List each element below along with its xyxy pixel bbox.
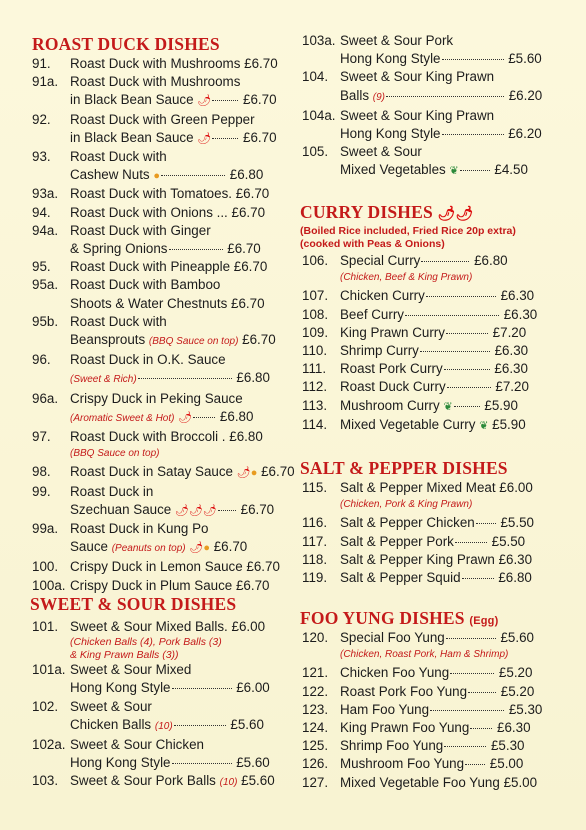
menu-item: 101. Sweet & Sour Mixed Balls. £6.00: [32, 619, 266, 634]
chili-icon: 🌶: [197, 95, 212, 108]
menu-item: 122. Roast Pork Foo Yung £5.20: [302, 683, 535, 699]
section-foo-yung: FOO YUNG DISHES (Egg) 120. Special Foo Yung £5.60 (Chicken, Roast Pork, Ham & Shrimp) 121. Chicken Foo Yung £5.20 122. Roast Pork Foo Yung £5.20 123. Ham Foo Yung £5.30 124. King Prawn Foo Yung £6.30 125. Shrimp Foo Yung £5.30 126. Mushroom Foo Yung £5.00 127. Mixed Vegetable Foo Yung £5.00: [296, 608, 586, 792]
section-title: SWEET & SOUR DISHES: [30, 594, 237, 614]
menu-item: 126. Mushroom Foo Yung £5.00: [302, 756, 524, 772]
menu-item: 95a. Roast Duck with Bamboo: [32, 277, 221, 293]
menu-item: 114. Mixed Vegetable Curry ❦ £5.90: [302, 416, 526, 432]
menu-item: 107. Chicken Curry £6.30: [302, 288, 535, 304]
chili-icon: 🌶: [189, 542, 204, 555]
chili-icon: 🌶: [197, 132, 212, 145]
menu-item: 111. Roast Pork Curry £6.30: [302, 361, 528, 377]
menu-item: 115. Salt & Pepper Mixed Meat £6.00: [302, 480, 533, 495]
menu-item: 91. Roast Duck with Mushrooms £6.70: [32, 56, 278, 71]
menu-item: 103a. Sweet & Sour Pork: [302, 33, 454, 48]
section-sweet-sour-cont: 103a. Sweet & Sour Pork Hong Kong Style £5.60 104. Sweet & Sour King Prawn Balls (9) £6.20 104a. Sweet & Sour King Prawn Hong Kong Style £6.20 105. Sweet & Sour Mixed Vegetables ❦ £4.50: [296, 32, 586, 181]
menu-item: 116. Salt & Pepper Chicken £5.50: [302, 515, 534, 531]
menu-item: 104a. Sweet & Sour King Prawn: [302, 107, 495, 123]
menu-item: 127. Mixed Vegetable Foo Yung £5.00: [302, 774, 538, 790]
menu-item: 108. Beef Curry £6.30: [302, 306, 538, 322]
vegetarian-icon: ❦: [449, 165, 459, 178]
menu-item: 96. Roast Duck in O.K. Sauce: [32, 352, 226, 368]
section-salt-pepper: SALT & PEPPER DISHES 115. Salt & Pepper Mixed Meat £6.00 (Chicken, Pork & King Prawn) 116. Salt & Pepper Chicken £5.50 117. Salt & Pepper Pork £5.50 118. Salt & Pepper King Prawn £6.30 119. Salt & Pepper Squid £6.80: [296, 458, 586, 587]
menu-item: 106. Special Curry £6.80: [302, 253, 508, 268]
section-title: FOO YUNG DISHES: [300, 608, 465, 628]
menu-item: 110. Shrimp Curry £6.30: [302, 343, 529, 359]
menu-item: 98. Roast Duck in Satay Sauce 🌶● £6.70: [32, 464, 295, 480]
nut-icon: ●: [250, 467, 258, 480]
menu-item: 121. Chicken Foo Yung £5.20: [302, 665, 533, 681]
menu-item: 91a. Roast Duck with Mushrooms: [32, 74, 241, 90]
nut-icon: ●: [203, 542, 210, 555]
section-roast-duck: ROAST DUCK DISHES 91. Roast Duck with Mushrooms £6.70 91a. Roast Duck with Mushrooms in Black Bean Sauce 🌶 £6.70 92. Roast Duck with Green Pepper in Black Bean Sauce 🌶 £6.70 93. Roast Duck with Cashew Nuts ● £6.80 93a. Roast Duck with Tomatoes. £6.70 94. Roast Duck with Onions ... £6.70 94a. Roast Duck with Ginger & Spring Onions £6.70 95. Roast Duck with Pineapple £6.70 95a. Roast Duck with Bamboo Shoots & Water Chestnuts £6.70 95b. Roast Duck with Beansprouts (BBQ Sauce on top) £6.70 96. Roast Duck in O.K. Sauce (Sweet & Rich) £6.80 96a. Crispy Duck in Peking Sauce (Aromatic Sweet & Hot) 🌶 £6.80 97. Roast Duck with Broccoli . £6.80 (BBQ Sauce on top) 98. Roast Duck in Satay Sauce 🌶● £6.70 99. Roast Duck in Szechuan Sauce 🌶🌶🌶 £6.70 99a. Roast Duck in Kung Po Sauce (Peanuts on top) 🌶● £6.70 100. Crispy Duck in Lemon Sauce £6.70 100a. Crispy Duck in Plum Sauce £6.70: [0, 34, 293, 595]
menu-item: 117. Salt & Pepper Pork £5.50: [302, 533, 526, 549]
menu-item: 119. Salt & Pepper Squid £6.80: [302, 570, 532, 586]
menu-item: 95b. Roast Duck with: [32, 313, 167, 329]
menu-item: 125. Shrimp Foo Yung £5.30: [302, 738, 525, 754]
menu-item: 118. Salt & Pepper King Prawn £6.30: [302, 551, 533, 567]
menu-item: 123. Ham Foo Yung £5.30: [302, 701, 543, 717]
menu-item: 120. Special Foo Yung £5.60: [302, 630, 534, 645]
menu-item: 124. King Prawn Foo Yung £6.30: [302, 720, 531, 736]
chili-icon: 🌶: [236, 467, 251, 480]
menu-item: 100a. Crispy Duck in Plum Sauce £6.70: [32, 577, 270, 593]
menu-item: 102. Sweet & Sour: [32, 698, 152, 714]
menu-item: 113. Mushroom Curry ❦ £5.90: [302, 397, 518, 413]
vegetarian-icon: ❦: [443, 400, 453, 413]
chili-icon: 🌶🌶: [437, 207, 474, 222]
menu-item: 92. Roast Duck with Green Pepper: [32, 111, 255, 127]
menu-item: 109. King Prawn Curry £7.20: [302, 324, 527, 340]
menu-item: 94. Roast Duck with Onions ... £6.70: [32, 204, 266, 220]
menu-item: 112. Roast Duck Curry £7.20: [302, 379, 529, 395]
section-title: ROAST DUCK DISHES: [32, 34, 220, 54]
menu-item: 94a. Roast Duck with Ginger: [32, 222, 211, 238]
vegetarian-icon: ❦: [479, 419, 489, 432]
section-sweet-sour: SWEET & SOUR DISHES 101. Sweet & Sour Mixed Balls. £6.00 (Chicken Balls (4), Pork Balls (3) & King Prawn Balls (3)) 101a. Sweet & Sour Mixed Hong Kong Style £6.00 102. Sweet & Sour Chicken Balls (10) £5.60 102a. Sweet & Sour Chicken Hong Kong Style £5.60 103. Sweet & Sour Pork Balls (10) £5.60: [0, 594, 293, 793]
menu-item: 96a. Crispy Duck in Peking Sauce: [32, 390, 243, 406]
chili-icon: 🌶: [178, 411, 193, 424]
menu-item: 101a. Sweet & Sour Mixed: [32, 662, 192, 678]
menu-item: 100. Crispy Duck in Lemon Sauce £6.70: [32, 559, 280, 575]
section-title: SALT & PEPPER DISHES: [300, 458, 508, 478]
menu-item: 102a. Sweet & Sour Chicken: [32, 737, 204, 753]
menu-item: 99a. Roast Duck in Kung Po: [32, 521, 209, 537]
menu-item: 105. Sweet & Sour: [302, 144, 422, 160]
menu-item: 95. Roast Duck with Pineapple £6.70: [32, 259, 268, 275]
nut-icon: ●: [153, 170, 161, 183]
menu-item: 93. Roast Duck with: [32, 149, 167, 165]
menu-item: 103. Sweet & Sour Pork Balls (10) £5.60: [32, 773, 275, 789]
menu-item: 97. Roast Duck with Broccoli . £6.80: [32, 429, 263, 445]
section-curry: CURRY DISHES 🌶🌶 (Boiled Rice included, Fried Rice 20p extra) (cooked with Peas & Onions) 106. Special Curry £6.80 (Chicken, Beef & King Prawn) 107. Chicken Curry £6.30 108. Beef Curry £6.30 109. King Prawn Curry £7.20 110. Shrimp Curry £6.30 111. Roast Pork Curry £6.30 112. Roast Duck Curry £7.20 113. Mushroom Curry ❦ £5.90 114. Mixed Vegetable Curry ❦ £5.90: [296, 202, 586, 435]
menu-item: 99. Roast Duck in: [32, 483, 154, 499]
section-title: CURRY DISHES: [300, 202, 433, 222]
menu-item: 93a. Roast Duck with Tomatoes. £6.70: [32, 186, 270, 202]
menu-item: 104. Sweet & Sour King Prawn: [302, 69, 495, 85]
chili-icon: 🌶🌶🌶: [174, 504, 217, 517]
